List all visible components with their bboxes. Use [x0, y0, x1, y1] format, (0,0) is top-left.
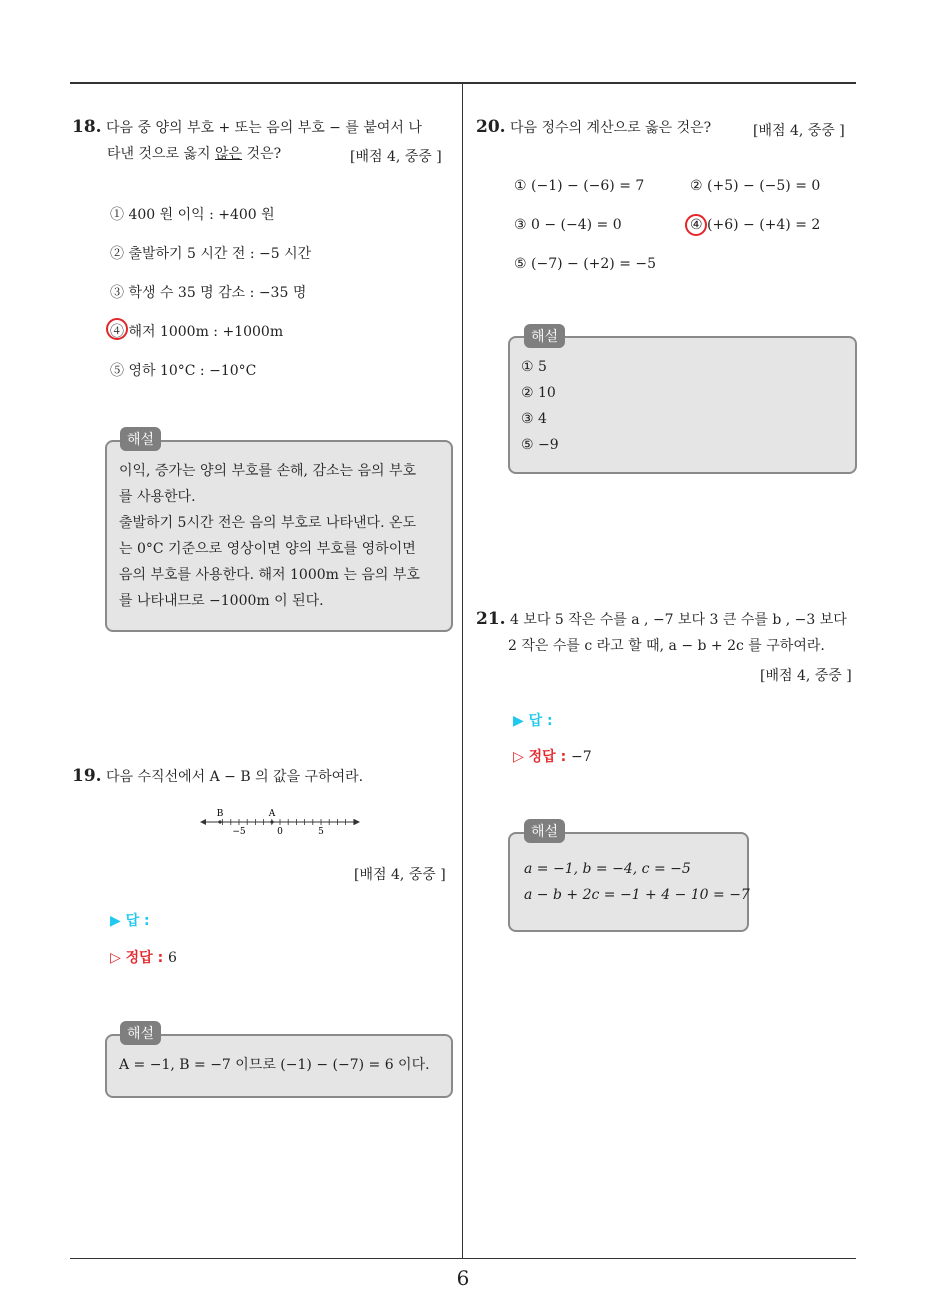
q20-choice-1[interactable]: ① (−1) − (−6) = 7: [514, 178, 645, 194]
q20-meta: [배점 4, 중중 ]: [753, 123, 845, 139]
q19-number: 19.: [72, 766, 102, 786]
q19-tick-label: −5: [232, 827, 246, 837]
q20-choice-3[interactable]: ③ 0 − (−4) = 0: [514, 217, 622, 233]
q19-point-a: [270, 820, 273, 823]
q21-stem-line2: 2 작은 수를 c 라고 할 때, a − b + 2c 를 구하여라.: [508, 638, 825, 654]
q20-stem: 20. 다음 정수의 계산으로 옳은 것은?: [476, 117, 712, 137]
q18-number: 18.: [72, 117, 102, 137]
q18-stem-line2: 타낸 것으로 옳지 않은 것은?: [107, 146, 282, 162]
q18-choice-3[interactable]: ③ 학생 수 35 명 감소 : −35 명: [110, 285, 307, 301]
q18-choice-2[interactable]: ② 출발하기 5 시간 전 : −5 시간: [110, 246, 312, 262]
q18-choice-5[interactable]: ⑤ 영하 10°C : −10°C: [110, 363, 257, 379]
q19-number-line: [200, 808, 370, 838]
q19-label-a: A: [268, 809, 276, 819]
q21-meta: [배점 4, 중중 ]: [760, 668, 852, 684]
q18-selected-mark-icon: [106, 318, 128, 340]
q19-explanation-tag: 해설: [120, 1021, 161, 1045]
q20-choice-4[interactable]: ④ (+6) − (+4) = 2: [690, 217, 821, 233]
q18-stem: [72, 114, 462, 142]
top-rule: [70, 82, 856, 84]
page-number: 6: [456, 1266, 470, 1290]
q21-number: 21.: [476, 609, 506, 629]
q19-tick-label: 5: [318, 827, 324, 837]
q21-explanation-tag: 해설: [524, 819, 565, 843]
q20-explanation-tag: 해설: [524, 324, 565, 348]
q19-explanation-text: A = −1, B = −7 이므로 (−1) − (−7) = 6 이다.: [119, 1057, 430, 1073]
bottom-rule: [70, 1258, 856, 1259]
q20-explanation-text: ① 5 ② 10 ③ 4 ⑤ −9: [521, 359, 559, 453]
q21-explanation-text: a = −1, b = −4, c = −5 a − b + 2c = −1 + 4 − 10 = −7: [524, 861, 750, 903]
q18-choice-4[interactable]: ④ 해저 1000m : +1000m: [110, 324, 284, 340]
q21-correct: ▷ 정답 : −7: [513, 749, 592, 765]
q19-meta: [배점 4, 중중 ]: [354, 867, 446, 883]
q18-underlined-word: 않은: [215, 146, 243, 162]
q20-choice-5[interactable]: ⑤ (−7) − (+2) = −5: [514, 256, 657, 272]
q19-point-b: [218, 820, 221, 823]
q20-number: 20.: [476, 117, 506, 137]
q19-correct: ▷ 정답 : 6: [110, 950, 177, 966]
q18-choice-1[interactable]: ① 400 원 이익 : +400 원: [110, 207, 275, 223]
q20-selected-mark-icon: [685, 214, 707, 236]
q18-explanation-text: 이익, 증가는 양의 부호를 손해, 감소는 음의 부호 를 사용한다. 출발하기 5시간 전은 음의 부호로 나타낸다. 온도 는 0°C 기준으로 영상이면 양의 부호를 영하이면 음의 부호를 사용한다. 해저 1000m 는 음의 부호 를 나타내므로 −1000m 이 된다.: [119, 463, 420, 609]
q20-choice-2[interactable]: ② (+5) − (−5) = 0: [690, 178, 821, 194]
column-divider: [462, 84, 463, 1258]
q19-answer-label: ▶ 답 :: [110, 913, 150, 929]
q20-explanation-box: [508, 336, 857, 474]
q18-meta: [배점 4, 중중 ]: [350, 149, 442, 165]
q21-answer-label: ▶ 답 :: [513, 713, 553, 729]
q18-line1: 다음 중 양의 부호 + 또는 음의 부호 − 를 붙여서 나: [106, 120, 422, 136]
q21-stem: 21. 4 보다 5 작은 수를 a , −7 보다 3 큰 수를 b , −3 보다: [476, 609, 847, 629]
q19-tick-label: 0: [277, 827, 283, 837]
q19-label-b: B: [216, 809, 224, 819]
q19-stem: 19. 다음 수직선에서 A − B 의 값을 구하여라.: [72, 766, 364, 786]
q18-explanation-tag: 해설: [120, 427, 161, 451]
